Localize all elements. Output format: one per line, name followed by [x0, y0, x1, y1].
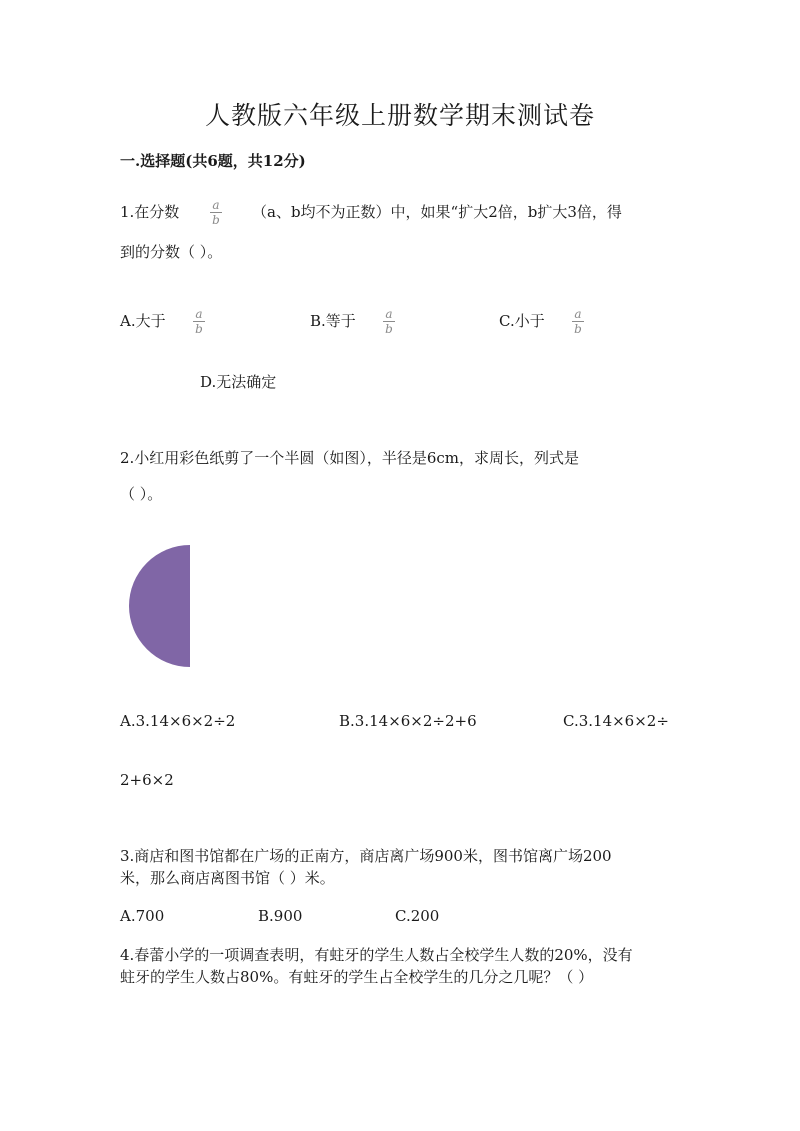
q2-text-line2: （ ）。 — [120, 485, 163, 503]
q1-option-b: B.等于 — [310, 312, 356, 330]
fraction-numerator: a — [212, 198, 220, 212]
q2-option-a: A.3.14×6×2÷2 — [120, 712, 236, 730]
q3-text-line2: 米，那么商店离图书馆（ ）米。 — [120, 869, 335, 887]
q2-option-b: B.3.14×6×2÷2+6 — [339, 712, 477, 730]
fraction-denominator: b — [574, 322, 582, 336]
q1-text-pre: 1.在分数 — [120, 203, 180, 221]
q1-text-post: （a、b均不为正数）中，如果“扩大2倍，b扩大3倍，得 — [252, 203, 622, 221]
semicircle-shape — [129, 545, 190, 667]
q2-option-c-continued: 2+6×2 — [120, 771, 174, 789]
q1-text-line2: 到的分数（ ）。 — [120, 243, 223, 261]
q1-option-b-fraction — [382, 308, 396, 335]
q1-option-c-fraction — [571, 308, 585, 335]
fraction-numerator: a — [574, 307, 582, 321]
fraction-numerator: a — [195, 307, 203, 321]
fraction-numerator: a — [385, 307, 393, 321]
page-title: 人教版六年级上册数学期末测试卷 — [204, 101, 595, 130]
q3-option-c: C.200 — [395, 907, 440, 925]
q3-option-b: B.900 — [258, 907, 303, 925]
q4-text-line1: 4.春蕾小学的一项调查表明，有蛀牙的学生人数占全校学生人数的20%，没有 — [120, 946, 633, 964]
semicircle-figure — [128, 544, 192, 668]
q1-fraction — [209, 199, 223, 226]
fraction-denominator: b — [385, 322, 393, 336]
fraction-denominator: b — [212, 213, 220, 227]
q1-option-a-fraction — [192, 308, 206, 335]
q2-text-line1: 2.小红用彩色纸剪了一个半圆（如图），半径是6cm，求周长，列式是 — [120, 449, 579, 467]
q3-text-line1: 3.商店和图书馆都在广场的正南方，商店离广场900米，图书馆离广场200 — [120, 847, 612, 865]
fraction-denominator: b — [195, 322, 203, 336]
q1-option-c: C.小于 — [499, 312, 545, 330]
q2-option-c: C.3.14×6×2÷ — [563, 712, 669, 730]
q1-option-d: D.无法确定 — [200, 373, 277, 391]
q1-option-a: A.大于 — [120, 312, 166, 330]
q4-text-line2: 蛀牙的学生人数占80%。有蛀牙的学生占全校学生的几分之几呢？（ ） — [120, 968, 594, 986]
q3-option-a: A.700 — [120, 907, 165, 925]
section-heading: 一.选择题(共6题，共12分) — [120, 152, 306, 170]
